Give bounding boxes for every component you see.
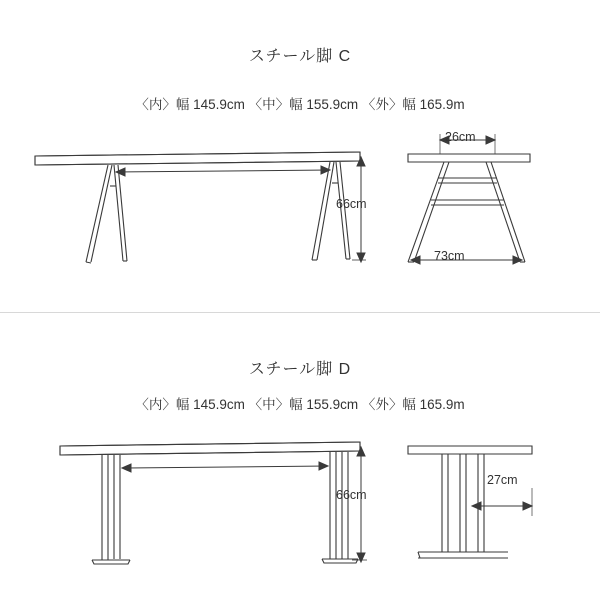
- section-divider: [0, 312, 600, 313]
- section-steel-leg-d: [0, 318, 600, 600]
- leg-c-end-elevation: [390, 128, 570, 283]
- leg-d-top-depth-label: 27cm: [487, 473, 518, 487]
- leg-c-side-elevation: [30, 140, 370, 280]
- leg-d-end-elevation: [390, 428, 575, 573]
- section-c-subtitle: 〈内〉幅 145.9cm 〈中〉幅 155.9cm 〈外〉幅 165.9m: [135, 97, 465, 112]
- leg-c-top-depth-label: 26cm: [445, 130, 476, 144]
- leg-d-side-elevation: [30, 428, 370, 573]
- section-d-title: スチール脚 D: [248, 361, 352, 378]
- leg-d-height-label: 66cm: [336, 488, 367, 502]
- leg-c-height-label: 66cm: [336, 197, 367, 211]
- section-d-subtitle: 〈内〉幅 145.9cm 〈中〉幅 155.9cm 〈外〉幅 165.9m: [135, 397, 465, 412]
- leg-c-foot-spread-label: 73cm: [434, 249, 465, 263]
- section-c-title: スチール脚 C: [248, 48, 352, 65]
